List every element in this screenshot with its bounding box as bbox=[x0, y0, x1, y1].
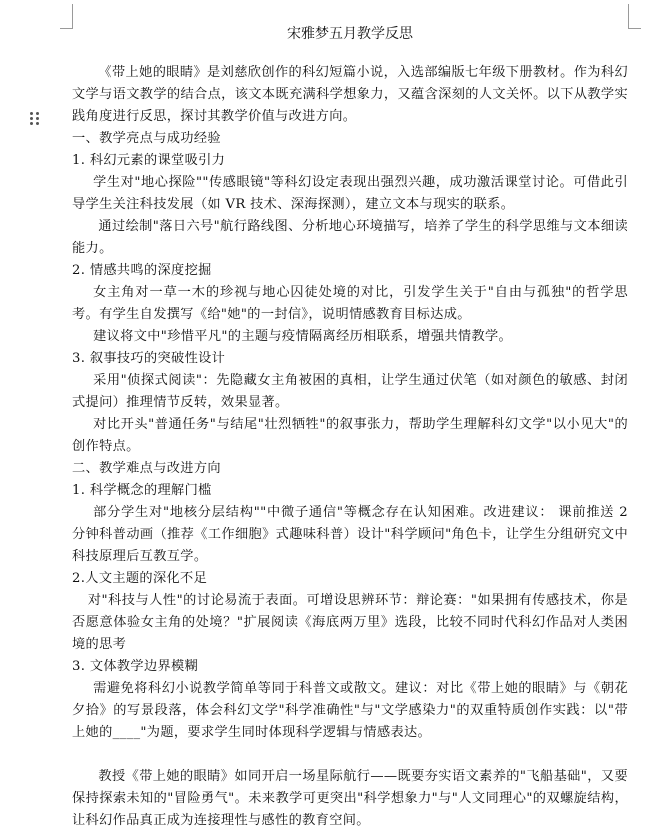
section-heading-highlights: 一、教学亮点与成功经验 bbox=[72, 131, 221, 146]
section-heading-difficulties: 二、教学难点与改进方向 bbox=[72, 461, 221, 476]
body-paragraph: 学生对"地心探险""传感眼镜"等科幻设定表现出强烈兴趣，成功激活课堂讨论。可借此引导学生关注科技发展（如 VR 技术、深海探测），建立文本与现实的联系。 bbox=[72, 175, 628, 212]
document-page bbox=[72, 24, 628, 832]
subheading-emotional-resonance: 2. 情感共鸣的深度挖掘 bbox=[72, 263, 212, 278]
conclusion-paragraph: 教授《带上她的眼睛》如同开启一场星际航行——既要夯实语文素养的"飞船基础"，又要保持探索未知的"冒险勇气"。未来教学可更突出"科学想象力"与"人文同理心"的双螺旋结构，让科幻作品真正成为连接理性与感性的教育空间。 bbox=[72, 769, 628, 828]
body-paragraph: 女主角对一草一木的珍视与地心囚徒处境的对比，引发学生关于"自由与孤独"的哲学思考。有学生自发撰写《给"她"的一封信》，说明情感教育目标达成。 bbox=[72, 285, 628, 322]
intro-paragraph: 《带上她的眼睛》是刘慈欣创作的科幻短篇小说，入选部编版七年级下册教材。作为科幻文学与语文教学的结合点，该文本既充满科学想象力，又蕴含深刻的人文关怀。以下从教学实践角度进行反思，探讨其教学价值与改进方向。 bbox=[72, 65, 628, 124]
body-paragraph: 部分学生对"地核分层结构""中微子通信"等概念存在认知困难。改进建议： 课前推送 2 分钟科普动画（推荐《工作细胞》式趣味科普）设计"科学顾问"角色卡，让学生分组研究文中科技原理后互教互学。 bbox=[72, 505, 628, 564]
body-paragraph: 对比开头"普通任务"与结尾"壮烈牺牲"的叙事张力，帮助学生理解科幻文学"以小见大"的创作特点。 bbox=[72, 417, 628, 454]
body-paragraph: 采用"侦探式阅读"：先隐藏女主角被困的真相，让学生通过伏笔（如对颜色的敏感、封闭式提问）推理情节反转，效果显著。 bbox=[72, 373, 628, 410]
body-paragraph: 建议将文中"珍惜平凡"的主题与疫情隔离经历相联系，增强共情教学。 bbox=[93, 329, 513, 344]
subheading-sci-fi-appeal: 1. 科幻元素的课堂吸引力 bbox=[72, 153, 226, 168]
body-paragraph: 需避免将科幻小说教学简单等同于科普文或散文。建议：对比《带上她的眼睛》与《朝花夕拾》的写景段落，体会科幻文学"科学准确性"与"文学感染力"的双重特质创作实践：以"带上她的____"为题，要求学生同时体现科学逻辑与情感表达。 bbox=[72, 681, 628, 740]
subheading-narrative-techniques: 3. 叙事技巧的突破性设计 bbox=[72, 351, 226, 366]
subheading-humanistic-theme: 2.人文主题的深化不足 bbox=[72, 571, 208, 586]
paragraph-spacer bbox=[72, 744, 628, 766]
page-corner-marker-top-right bbox=[628, 4, 641, 29]
document-title: 宋雅梦五月教学反思 bbox=[287, 26, 413, 42]
subheading-science-concepts: 1. 科学概念的理解门槛 bbox=[72, 483, 212, 498]
subheading-genre-boundary: 3. 文体教学边界模糊 bbox=[72, 659, 199, 674]
body-paragraph: 通过绘制"落日六号"航行路线图、分析地心环境描写，培养了学生的科学思维与文本细读能力。 bbox=[72, 219, 628, 256]
drag-handle-icon[interactable] bbox=[30, 112, 40, 130]
body-paragraph: 对"科技与人性"的讨论易流于表面。可增设思辨环节：辩论赛："如果拥有传感技术，你是否愿意体验女主角的处境？"扩展阅读《海底两万里》选段，比较不同时代科幻作品对人类困境的思考 bbox=[72, 593, 628, 652]
